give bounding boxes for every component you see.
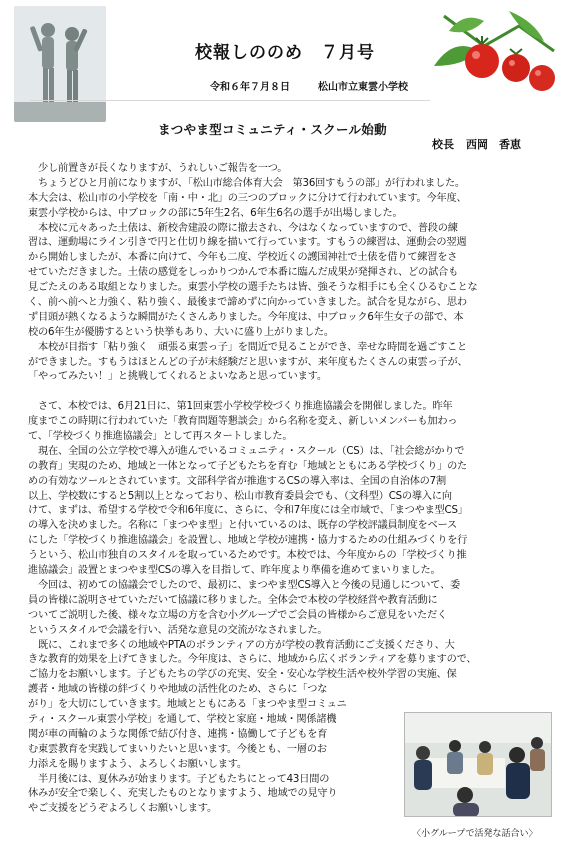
body-line: ご協力をお願いします。子どもたちの学びの充実、安全・安心な学校生活や校外学習の実施、保 (28, 669, 457, 681)
body-line: から開始しましたが、本番に向けて、今年も二度、学校近くの護国神社で土俵を借りて練習をさ (28, 252, 458, 264)
article-author (432, 136, 521, 152)
body-line: がり」を大切にしていきます。地域とともにある「まつやま型コミュニ (28, 699, 347, 711)
title-main: 校報しののめ (195, 43, 303, 63)
tomato-photo (424, 6, 560, 116)
body-line: て、「学校づくり推進協議会」として再スタートしました。 (28, 431, 293, 443)
body-line: 力添えを賜りますよう、よろしくお願いします。 (28, 758, 247, 770)
body-line: やご支援をどうぞよろしくお願いします。 (28, 803, 217, 815)
author-role: 校長 (432, 138, 454, 151)
title-issue: ７月号 (321, 43, 375, 63)
body-line: 本校が目指す「粘り強く 頑張る東雲っ子」を間近で見ることができ、幸せな時間を過ごすこと (28, 341, 468, 353)
dateline (210, 78, 408, 93)
body-line: 休みが安全で楽しく、充実したものとなりますよう、地域での見守り (28, 788, 338, 800)
body-line: ティ・スクール東雲小学校」を通して、学校と家庭・地域・関係諸機 (28, 713, 337, 725)
body-line: 本校に元々あった土俵は、新校舎建設の際に撤去され、今はなくなっていますので、普段の練 (28, 222, 458, 234)
body-line: 今回は、初めての協議会でしたので、最初に、まつやま型CS導入と今後の見通しについて、委 (28, 579, 461, 591)
body-line: 関が車の両輪のような関係で結び付き、連携・協働して子どもを育 (28, 728, 328, 740)
issue-date: 令和６年７月８日 (210, 82, 290, 93)
body-line: ができました。すもうはほとんどの子が未経験だと思いますが、来年度もたくさんの東雲っ子が、 (28, 356, 468, 368)
body-line: せていただきました。土俵の感覚をしっかりつかんで本番に臨んだ成果が発揮され、どの試合も (28, 267, 459, 279)
body-line: 現在、全国の公立学校で導入が進んでいるコミュニティ・スクール（CS）は、「社会総がかりで (28, 445, 465, 457)
body-line: きな教育的効果を上げてきました。今年度は、さらに、地域から広くボランティアを募りますので、 (28, 654, 477, 666)
body-line (28, 385, 550, 400)
body-line: の教育」実現のため、地域と一体となって子どもたちを育む「地域とともにある学校づくり」のた (28, 460, 468, 472)
body-line: 本大会は、松山市の小学校を「南・中・北」の三つのブロックに分けて行われています。今年度、 (28, 192, 467, 204)
body-line: けて、まずは、希望する学校で令和6年度に、さらに、令和7年度には全市域で、「まつやま型CS」 (28, 505, 468, 517)
body-line: 員の皆様に説明させていただいて協議に移りました。全体会で本校の学校経営や教育活動に (28, 594, 438, 606)
photo-caption: 〈小グループで活発な話合い〉 (412, 829, 538, 839)
body-line: 半月後には、夏休みが始まります。子どもたちにとって43日間の (28, 773, 330, 785)
school-name: 松山市立東雲小学校 (318, 82, 408, 93)
article-headline: まつやま型コミュニティ・スクール始動 (158, 122, 387, 137)
body-line: 既に、これまで多くの地域やPTAのボランティアの方が学校の教育活動にご支援くださり、大 (28, 639, 455, 651)
body-line: めの有効なツールとされています。文部科学省が推進するCSの導入率は、全国の自治体の7割 (28, 475, 446, 487)
body-line: む東雲教育を実践してまいりたいと思います。今後とも、一層のお (28, 743, 327, 755)
body-line: ちょうどひと月前になりますが、「松山市総合体育大会 第36回すもうの部」が行われました。 (28, 177, 465, 189)
body-line: 護者・地域の皆様の絆づくりや地域の活性化のため、さらに「つな (28, 684, 328, 696)
body-line: 「やってみたい！」と挑戦してくれるとよいなあと思っています。 (28, 371, 327, 383)
body-line: ついてご説明した後、様々な立場の方を含む小グループでご会員の皆様からご意見をいただく (28, 609, 447, 621)
body-line: く、前へ前へと力強く、粘り強く、最後まで諦めずに向かっていきました。試合を見ながら、思わ (28, 297, 467, 309)
body-line: 東雲小学校からは、中ブロックの部に5年生2名、6年生6名の選手が出場しました。 (28, 207, 403, 219)
body-line: 進協議会」設置とまつやま型CSの導入を目指して、昨年度より準備を進めてまいりました。 (28, 565, 441, 577)
body-line: の導入を決めました。名称に「まつやま型」と付いているのは、既存の学校評議員制度をベース (28, 520, 457, 532)
body-line: うという、松山市独自のスタイルを取っているためです。本校では、今年度からの「学校づくり推 (28, 550, 467, 562)
meeting-photo (404, 712, 552, 817)
body-line: さて、本校では、6月21日に、第1回東雲小学校学校づくり推進協議会を開催しました。昨年 (28, 401, 453, 413)
body-line: というスタイルで会議を行い、活発な意見の交流がなされました。 (28, 624, 328, 636)
body-line: 以上、学校数にすると5割以上となっており、松山市教育委員会でも、（文科型）CSの導入に向 (28, 490, 452, 502)
newsletter-title (150, 38, 420, 63)
body-line: 習は、運動場にライン引きで円と仕切り線を描いて行っています。すもうの練習は、運動会の翌週 (28, 237, 467, 249)
author-name: 西岡 香恵 (466, 138, 521, 151)
body-line: 見ごたえのある取組となりました。東雲小学校の選手たちは皆、強そうな相手にも全くひるむことな (28, 282, 478, 294)
body-line: ず目頭が熱くなるような瞬間がたくさんありました。今年度は、中ブロック6年生女子の部で、本 (28, 311, 464, 323)
body-line: 校の6年生が優勝するという快挙もあり、大いに盛り上がりました。 (28, 326, 334, 338)
body-line: 度までこの時期に行われていた「教育問題等懇談会」から名称を変え、新しいメンバーも加わっ (28, 416, 458, 428)
body-line: 少し前置きが長くなりますが、うれしいご報告を一つ。 (28, 163, 288, 174)
body-line: にした「学校づくり推進協議会」を設置し、地域と学校が連携・協力するための仕組みづくりを行 (28, 535, 468, 547)
header-divider (30, 100, 430, 101)
statue-photo (14, 6, 106, 122)
